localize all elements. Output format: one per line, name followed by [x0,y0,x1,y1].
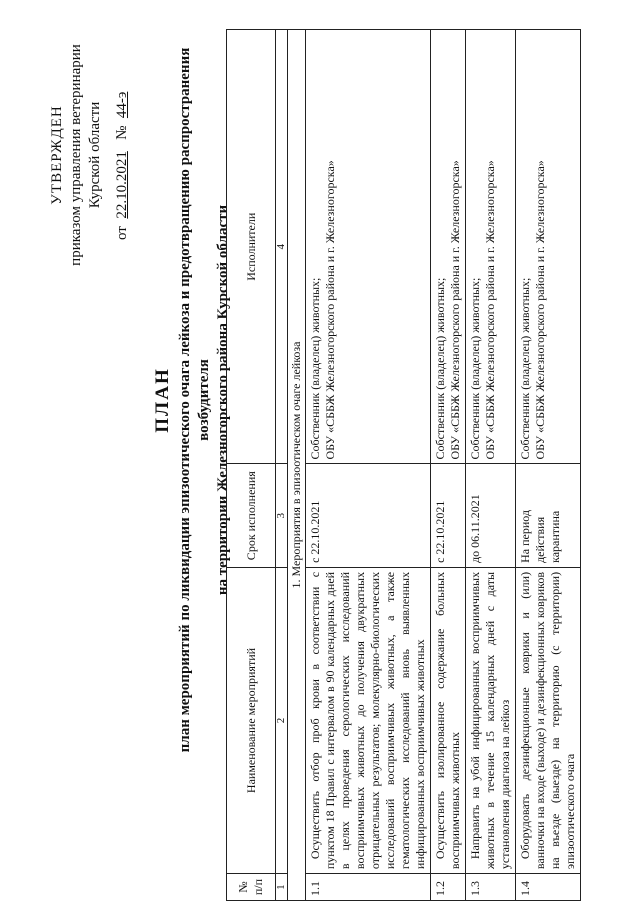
date-prefix: от [114,226,130,240]
table-row [516,30,581,901]
row-exec-line-1: Собственник (владелец) животных; [518,277,532,460]
number-prefix: № [114,125,130,140]
approval-line-2: Курской области [87,101,103,209]
row-num: 1.4 [516,874,581,901]
approval-line-1: приказом управления ветеринарии [68,44,84,266]
row-exec [516,30,581,464]
header-name: Наименование мероприятий [227,567,276,873]
row-term: На период действия карантина [516,464,581,567]
section-title: 1. Мероприятия в эпизоотическом очаге лейкоза [288,30,306,901]
row-exec-line-1: Собственник (владелец) животных; [308,277,322,460]
column-number: 1 [276,874,288,901]
header-num: № п/п [227,874,276,901]
row-exec [431,30,466,464]
row-exec-line-1: Собственник (владелец) животных; [468,277,482,460]
row-exec-line-2: ОБУ «СББЖ Железногорского района и г. Железногорска» [323,160,337,460]
approval-date: 22.10.2021 [114,151,130,219]
row-num: 1.2 [431,874,466,901]
header-exec: Исполнители [227,30,276,464]
row-exec-line-2: ОБУ «СББЖ Железногорского района и г. Железногорска» [483,160,497,460]
table-row [466,30,516,901]
row-term: с 22.10.2021 [306,464,431,567]
row-exec-line-1: Собственник (владелец) животных; [433,277,447,460]
column-number: 3 [276,464,288,567]
column-number: 2 [276,567,288,873]
section-row [288,30,306,901]
plan-table [226,29,581,901]
row-term: до 06.11.2021 [466,464,516,567]
row-exec-line-2: ОБУ «СББЖ Железногорского района и г. Железногорска» [533,160,547,460]
approval-date-line [113,30,132,280]
row-name: Направить на убой инфицированных восприимчивых животных в течение 15 календарных дней с даты установления диагноза на лейкоз [466,567,516,873]
plan-subtitle-line-1: план мероприятий по ликвидации эпизоотического очага лейкоза и предотвращению распространения возбудителя [177,47,212,753]
plan-heading [152,35,233,765]
table-header-row [227,30,276,901]
row-exec [466,30,516,464]
column-number: 4 [276,30,288,464]
table-row [306,30,431,901]
row-num: 1.1 [306,874,431,901]
plan-title: ПЛАН [152,367,173,433]
approval-block [48,30,132,280]
column-numbers-row [276,30,288,901]
row-name: Осуществить отбор проб крови в соответствии с пунктом 18 Правил с интервалом в 90 календарных дней в целях проведения серологических исследований восприимчивых животных до получения двукратных отрицательных результатов; молекулярно-биологических исследований восприимчивых животных, а также гематологических исследований вновь выявленных инфицированных восприимчивых животных [306,567,431,873]
table-row [431,30,466,901]
row-name: Осуществить изолированное содержание больных восприимчивых животных [431,567,466,873]
approval-title: УТВЕРЖДЕН [49,105,65,205]
row-exec-line-2: ОБУ «СББЖ Железногорского района и г. Железногорска» [448,160,462,460]
row-name: Оборудовать дезинфекционные коврики и (или) ванночки на входе (выходе) и дезинфекционных ковриков на въезде (выезде) на территорию (с территории) эпизоотического очага [516,567,581,873]
row-exec [306,30,431,464]
plan-subtitle-line-2: на территории Железногорского района Курской области [215,204,231,596]
header-term: Срок исполнения [227,464,276,567]
row-num: 1.3 [466,874,516,901]
row-term: с 22.10.2021 [431,464,466,567]
approval-number: 44-э [114,91,130,119]
